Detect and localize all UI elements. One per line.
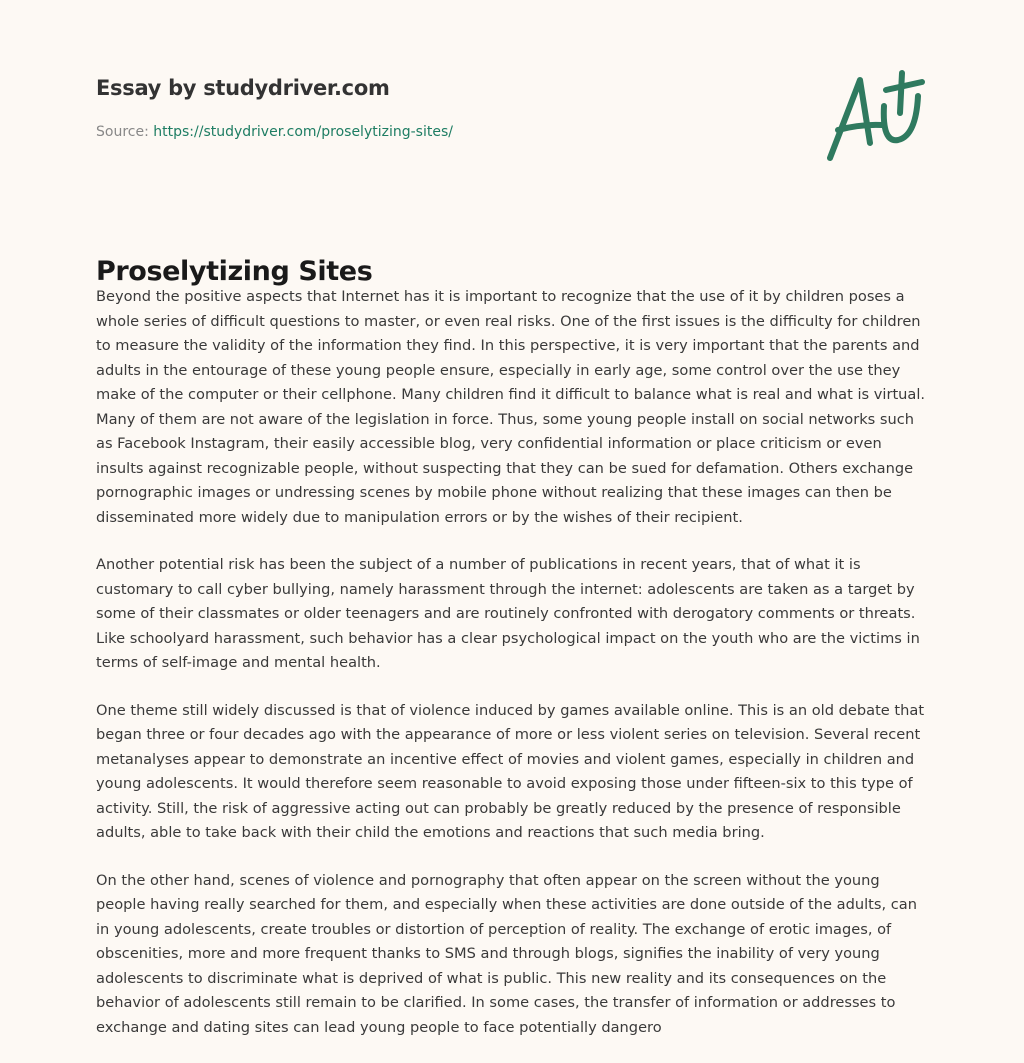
paragraph-line: Beyond the positive aspects that Internet has it is important to recognize that the use of it by children poses a bbox=[96, 288, 905, 305]
paragraph-line: activity. Still, the risk of aggressive acting out can probably be greatly reduced by the presence of responsible bbox=[96, 799, 901, 817]
paragraph-line: young adolescents. It would therefore seem reasonable to avoid exposing those under fifteen-six to this type of bbox=[96, 775, 913, 792]
paragraph-line: adults in the entourage of these young people ensure, especially in early age, some control over the use they bbox=[96, 361, 901, 379]
page-title: Proselytizing Sites bbox=[96, 256, 373, 287]
paragraph bbox=[96, 869, 936, 1041]
paragraph-line: as Facebook Instagram, their easily accessible blog, very confidential information or place criticism or even bbox=[96, 435, 882, 452]
paragraph-line: in young adolescents, create troubles or distortion of perception of reality. The exchange of erotic images, of bbox=[96, 920, 892, 938]
a-plus-logo-icon bbox=[820, 68, 930, 163]
paragraph-line: terms of self-image and mental health. bbox=[96, 654, 381, 671]
paragraph-line: Like schoolyard harassment, such behavior has a clear psychological impact on the youth who are the victims in bbox=[96, 629, 920, 647]
paragraph-line: Another potential risk has been the subject of a number of publications in recent years, that of what it is bbox=[96, 556, 861, 573]
paragraph-line: to measure the validity of the information they find. In this perspective, it is very important that the parents and bbox=[96, 337, 920, 354]
paragraph-line: some of their classmates or older teenagers and are routinely confronted with derogatory comments or threats. bbox=[96, 605, 916, 622]
paragraph-line: began three or four decades ago with the appearance of more or less violent series on television. Several recent bbox=[96, 726, 921, 743]
paragraph-line: obscenities, more and more frequent thanks to SMS and through blogs, signifies the inability of very young bbox=[96, 945, 880, 962]
essay-body bbox=[96, 285, 936, 1063]
paragraph-line: On the other hand, scenes of violence and pornography that often appear on the screen without the young bbox=[96, 871, 880, 889]
paragraph-line: metanalyses appear to demonstrate an incentive effect of movies and violent games, especially in children and bbox=[96, 750, 915, 768]
paragraph-line: customary to call cyber bullying, namely harassment through the internet: adolescents are taken as a target by bbox=[96, 580, 915, 598]
paragraph-line: One theme still widely discussed is that of violence induced by games available online. This is an old debate that bbox=[96, 701, 925, 719]
paragraph-line: adolescents to discriminate what is deprived of what is public. This new reality and its consequences on the bbox=[96, 969, 887, 987]
paragraph-line: adults, able to take back with their child the emotions and reactions that such media bring. bbox=[96, 824, 765, 841]
site-brand: Essay by studydriver.com bbox=[96, 76, 390, 100]
paragraph bbox=[96, 285, 936, 530]
source-link[interactable]: https://studydriver.com/proselytizing-sites/ bbox=[153, 124, 453, 140]
source-line bbox=[96, 124, 453, 140]
paragraph-line: pornographic images or undressing scenes by mobile phone without realizing that these images can then be bbox=[96, 484, 892, 501]
paragraph bbox=[96, 553, 936, 676]
paragraph-line: Many of them are not aware of the legislation in force. Thus, some young people install on social networks such bbox=[96, 410, 915, 428]
paragraph-line: people having really searched for them, and especially when these activities are done outside of the adults, can bbox=[96, 896, 917, 913]
paragraph-line: make of the computer or their cellphone. Many children find it difficult to balance what is real and what is virtual. bbox=[96, 386, 926, 403]
paragraph-line: exchange and dating sites can lead young people to face potentially dangero bbox=[96, 1018, 662, 1036]
paragraph-line: whole series of difficult questions to master, or even real risks. One of the first issues is the difficulty for children bbox=[96, 312, 921, 330]
paragraph bbox=[96, 699, 936, 846]
source-label: Source: bbox=[96, 124, 154, 140]
paragraph-line: insults against recognizable people, without suspecting that they can be sued for defamation. Others exchange bbox=[96, 459, 914, 477]
paragraph-line: behavior of adolescents still remain to be clarified. In some cases, the transfer of information or addresses to bbox=[96, 994, 896, 1011]
paragraph-line: disseminated more widely due to manipulation errors or by the wishes of their recipient. bbox=[96, 508, 743, 526]
